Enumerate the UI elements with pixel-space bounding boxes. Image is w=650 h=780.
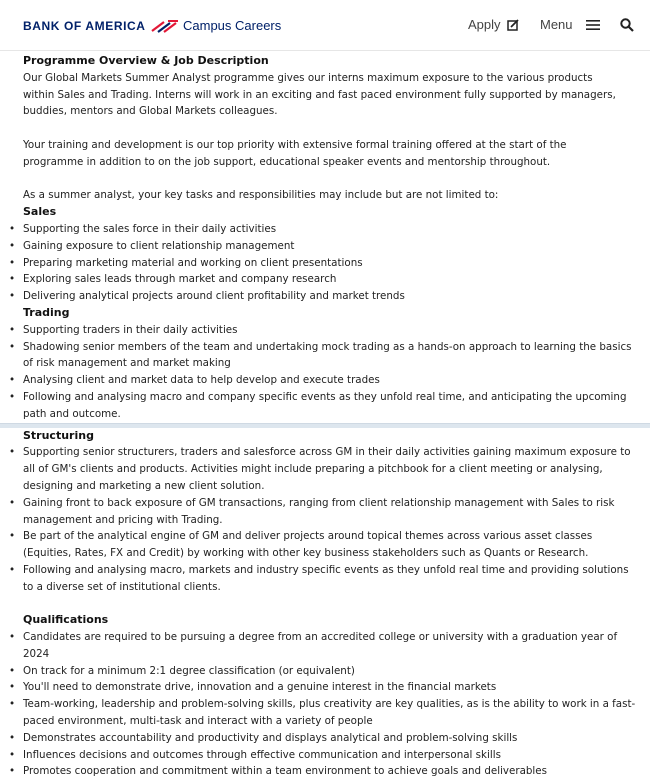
sales-heading: Sales — [23, 205, 57, 219]
trading-heading: Trading — [23, 305, 70, 319]
apply-label: Apply — [468, 17, 501, 32]
apply-button[interactable] — [468, 17, 519, 32]
list-item: • Promotes cooperation and commitment within a team environment to achieve goals and deliverables — [23, 763, 638, 780]
edit-icon — [507, 19, 519, 31]
campus-careers-link[interactable]: Campus Careers — [183, 18, 282, 33]
overview-paragraph-1: Our Global Markets Summer Analyst programme gives our interns maximum exposure to the various products within Sales and Trading. Interns will work in an exciting and fast paced environment fully supported by managers, buddies, mentors and Global Markets colleagues. — [23, 71, 616, 118]
list-item: • Supporting traders in their daily activities — [23, 322, 638, 339]
overview-paragraph-3: As a summer analyst, your key tasks and responsibilities may include but are not limited to: — [23, 189, 499, 202]
list-item: • Supporting the sales force in their daily activities — [23, 221, 638, 238]
list-item: • On track for a minimum 2:1 degree classification (or equivalent) — [23, 663, 638, 680]
list-item: • Influences decisions and outcomes through effective communication and interpersonal skills — [23, 747, 638, 764]
list-item: • Gaining front to back exposure of GM transactions, ranging from client relationship management with Sales to risk management and pricing with Trading. — [23, 495, 638, 529]
sales-list — [0, 221, 650, 305]
logo-text: BANK OF AMERICA — [23, 19, 146, 33]
list-item: • Analysing client and market data to help develop and execute trades — [23, 372, 638, 389]
menu-label: Menu — [540, 17, 573, 32]
list-item: • Following and analysing macro, markets and industry specific events as they unfold real time and providing solutions to a diverse set of institutional clients. — [23, 562, 638, 596]
list-item: • Team-working, leadership and problem-solving skills, plus creativity are key qualities, as is the ability to work in a fast-paced environment, multi-task and interact with a variety of people — [23, 696, 638, 730]
list-item: • Be part of the analytical engine of GM and deliver projects around topical themes across various asset classes (Equities, Rates, FX and Credit) by working with other key business stakeholders such as Quants or Research. — [23, 528, 638, 562]
search-icon — [620, 18, 634, 32]
list-item: • Shadowing senior members of the team and undertaking mock trading as a hands-on approach to learning the basics of risk management and market making — [23, 339, 638, 373]
list-item: • Demonstrates accountability and productivity and displays analytical and problem-solving skills — [23, 730, 638, 747]
bank-of-america-logo[interactable] — [23, 19, 180, 33]
qualifications-heading: Qualifications — [23, 613, 109, 627]
overview-paragraph-2: Your training and development is our top priority with extensive formal training offered at the start of the programme in addition to on the job support, educational speaker events and mentorship throughout. — [23, 138, 567, 168]
list-item: • You'll need to demonstrate drive, innovation and a genuine interest in the financial markets — [23, 679, 638, 696]
list-item: • Following and analysing macro and company specific events as they unfold real time, and anticipating the upcoming path and outcome. — [23, 389, 638, 423]
list-item: • Preparing marketing material and working on client presentations — [23, 255, 638, 272]
flagscape-icon — [150, 19, 180, 33]
list-item: • Candidates are required to be pursuing a degree from an accredited college or university with a graduation year of 2024 — [23, 629, 638, 663]
job-description — [0, 53, 650, 780]
trading-list — [0, 322, 650, 423]
list-item: • Supporting senior structurers, traders and salesforce across GM in their daily activities gaining maximum exposure to all of GM's clients and products. Activities might include preparing a pitchbook for a client meeting or analysing, designing and marketing a new client solution. — [23, 444, 638, 494]
overview-heading: Programme Overview & Job Description — [23, 54, 269, 67]
menu-button[interactable] — [540, 17, 600, 32]
list-item: • Gaining exposure to client relationship management — [23, 238, 638, 255]
qualifications-list — [0, 629, 650, 780]
structuring-heading: Structuring — [23, 428, 94, 442]
search-button[interactable] — [620, 17, 634, 36]
structuring-list — [0, 444, 650, 595]
hamburger-icon — [586, 19, 600, 31]
list-item: • Delivering analytical projects around client profitability and market trends — [23, 288, 638, 305]
list-item: • Exploring sales leads through market and company research — [23, 271, 638, 288]
site-header — [0, 0, 650, 51]
